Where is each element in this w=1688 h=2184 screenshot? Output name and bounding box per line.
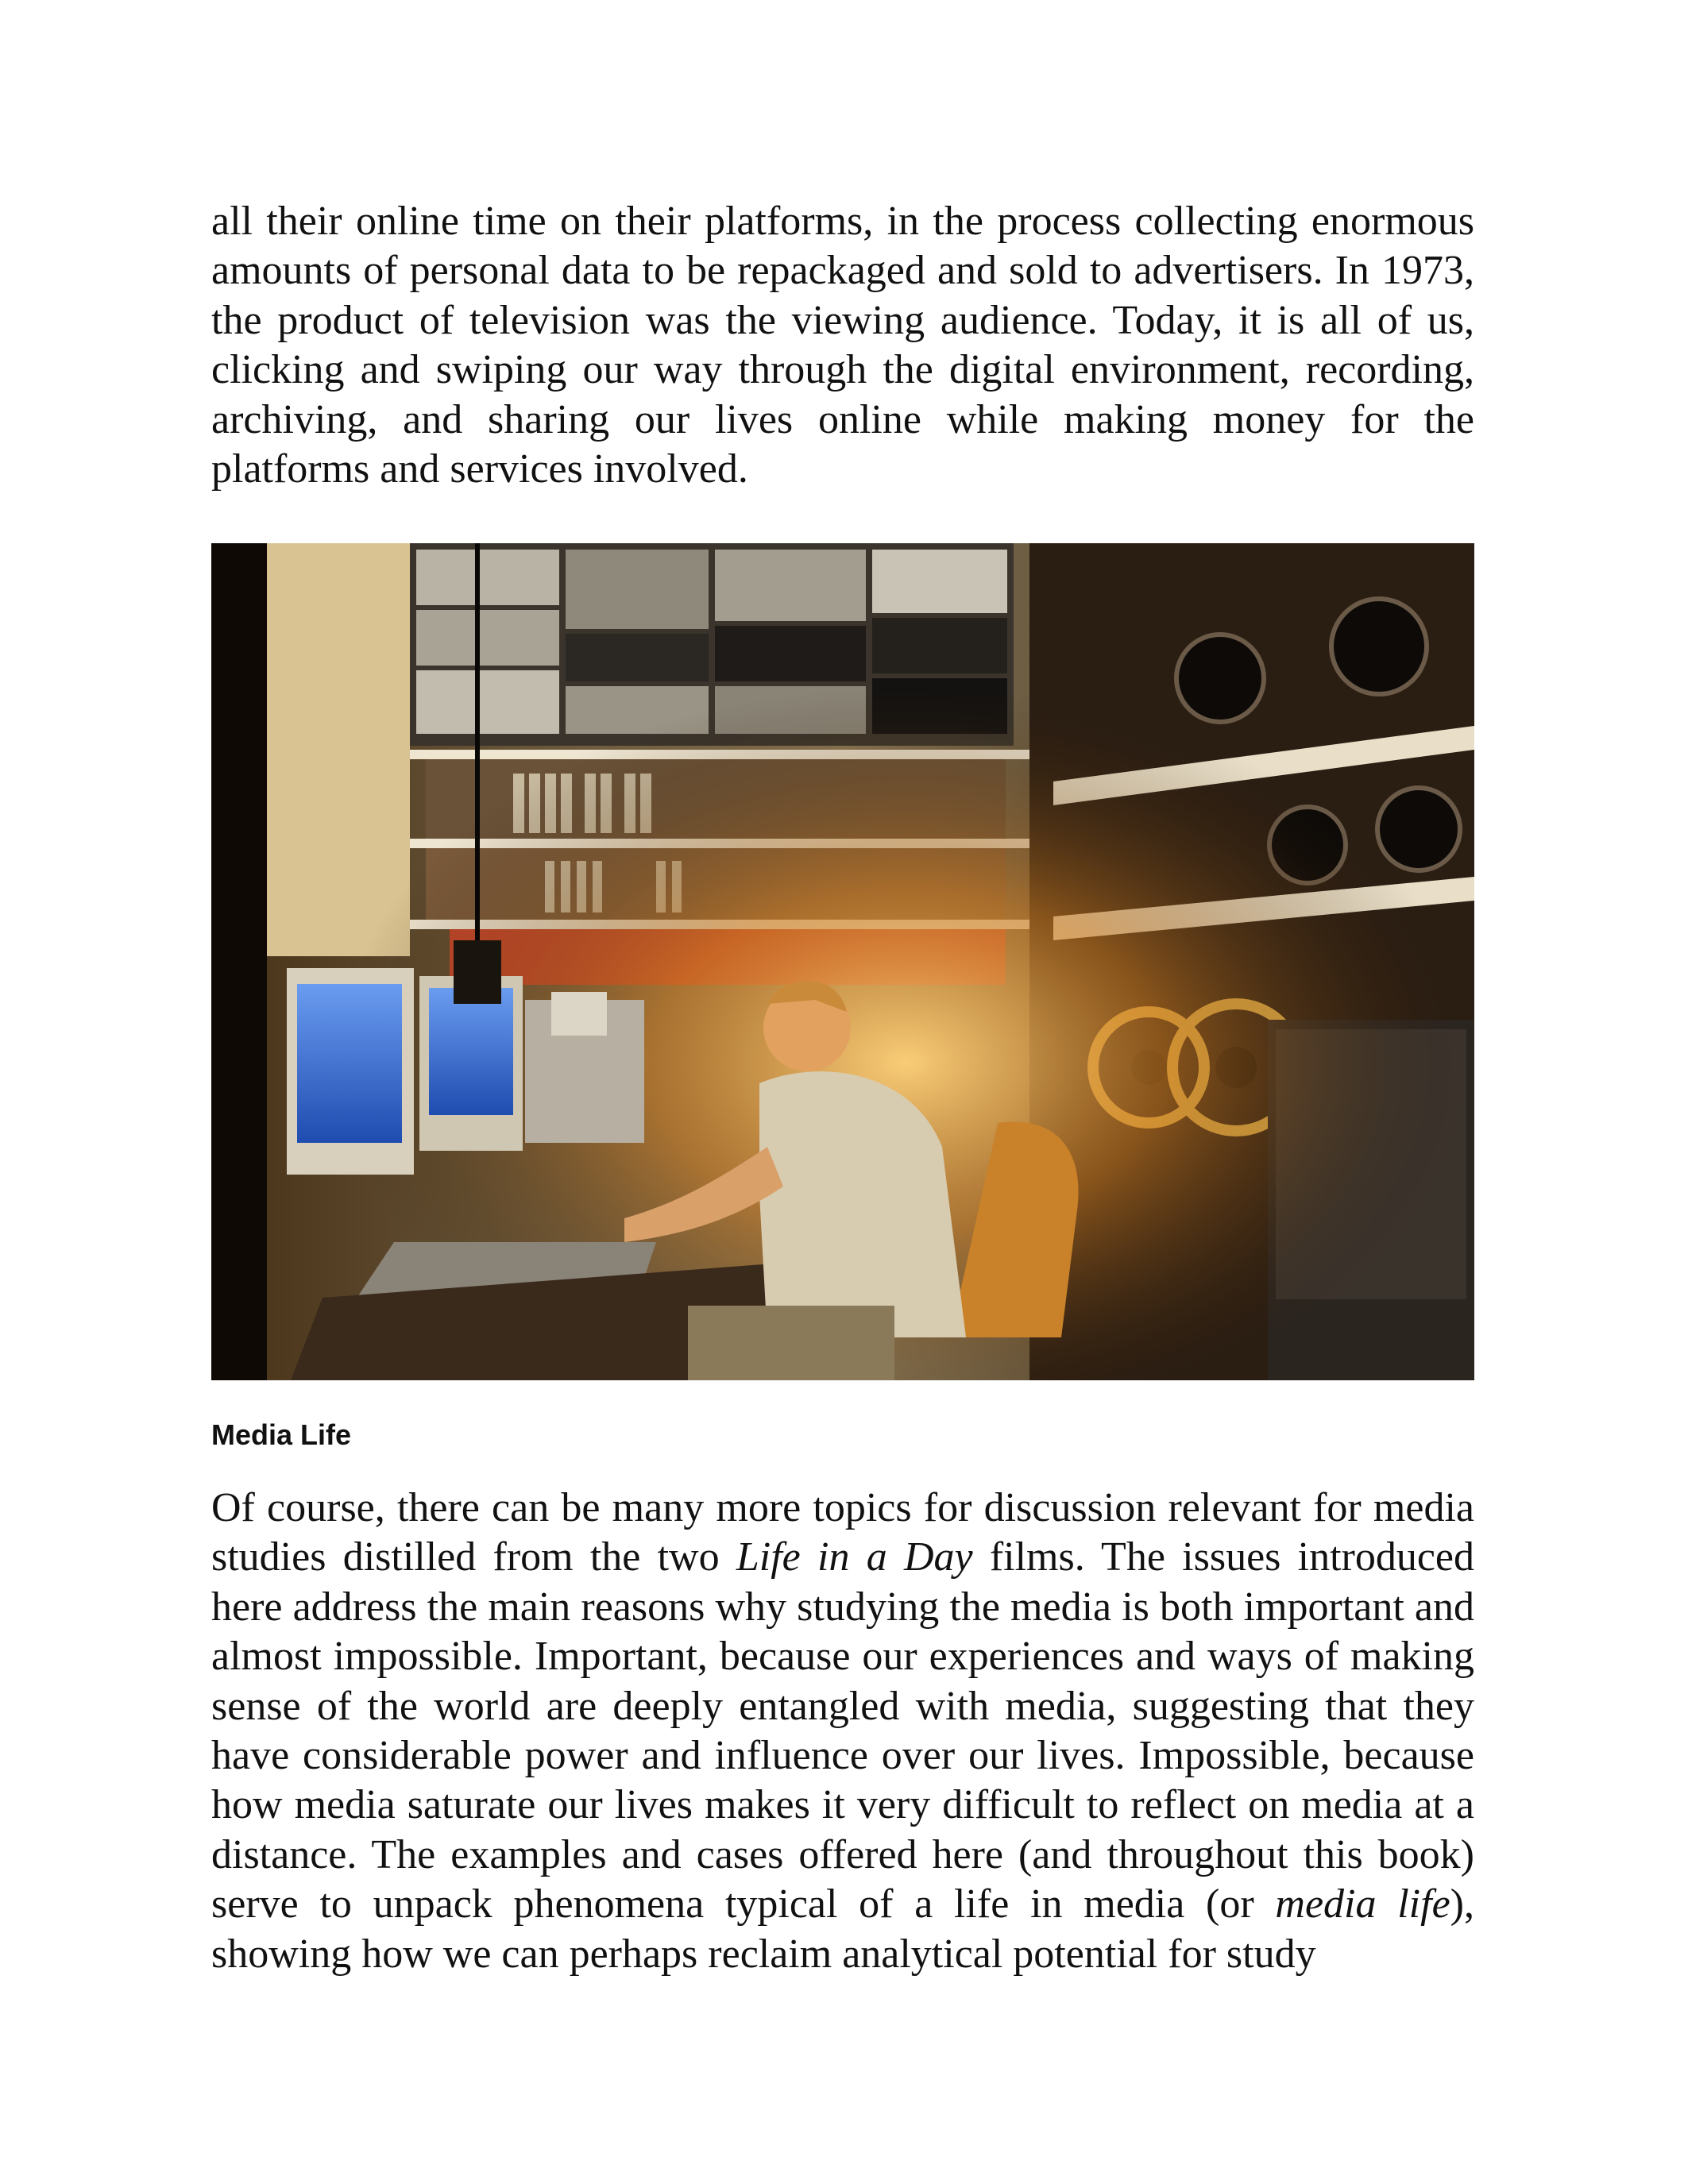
paragraph-2-text-1: Of course, there can be many more topics for discussion relevant for media studies distilled from the two (211, 1485, 1474, 1580)
paragraph-2-text-2: films. The issues introduced here address the main reasons why studying the media is both important and almost impossible. Important, because our experiences and ways of making sense of the world are deeply entangled with media, suggesting that they have considerable power and influence over our lives. Impossible, because how media saturate our lives makes it very difficult to reflect on media at a distance. The examples and cases offered here (and throughout this book) serve to unpack phenomena typical of a life in media (or (211, 1534, 1474, 1927)
media-room-photo (211, 543, 1474, 1380)
term-media-life: media life (1275, 1881, 1450, 1927)
paragraph-2-text-3: ), showing how we can perhaps reclaim analytical potential for study (211, 1881, 1474, 1977)
film-title: Life in a Day (736, 1534, 973, 1580)
figure-caption: Media Life (211, 1418, 352, 1451)
body-paragraph-2 (211, 1484, 1474, 1979)
body-paragraph: all their online time on their platforms, in the process collecting enormous amounts of personal data to be repackaged and sold to advertisers. In 1973, the product of television was the viewing audience. Today, it is all of us, clicking and swiping our way through the digital environment, recording, archiving, and sharing our lives online while making money for the platforms and services involved. (211, 199, 1474, 492)
